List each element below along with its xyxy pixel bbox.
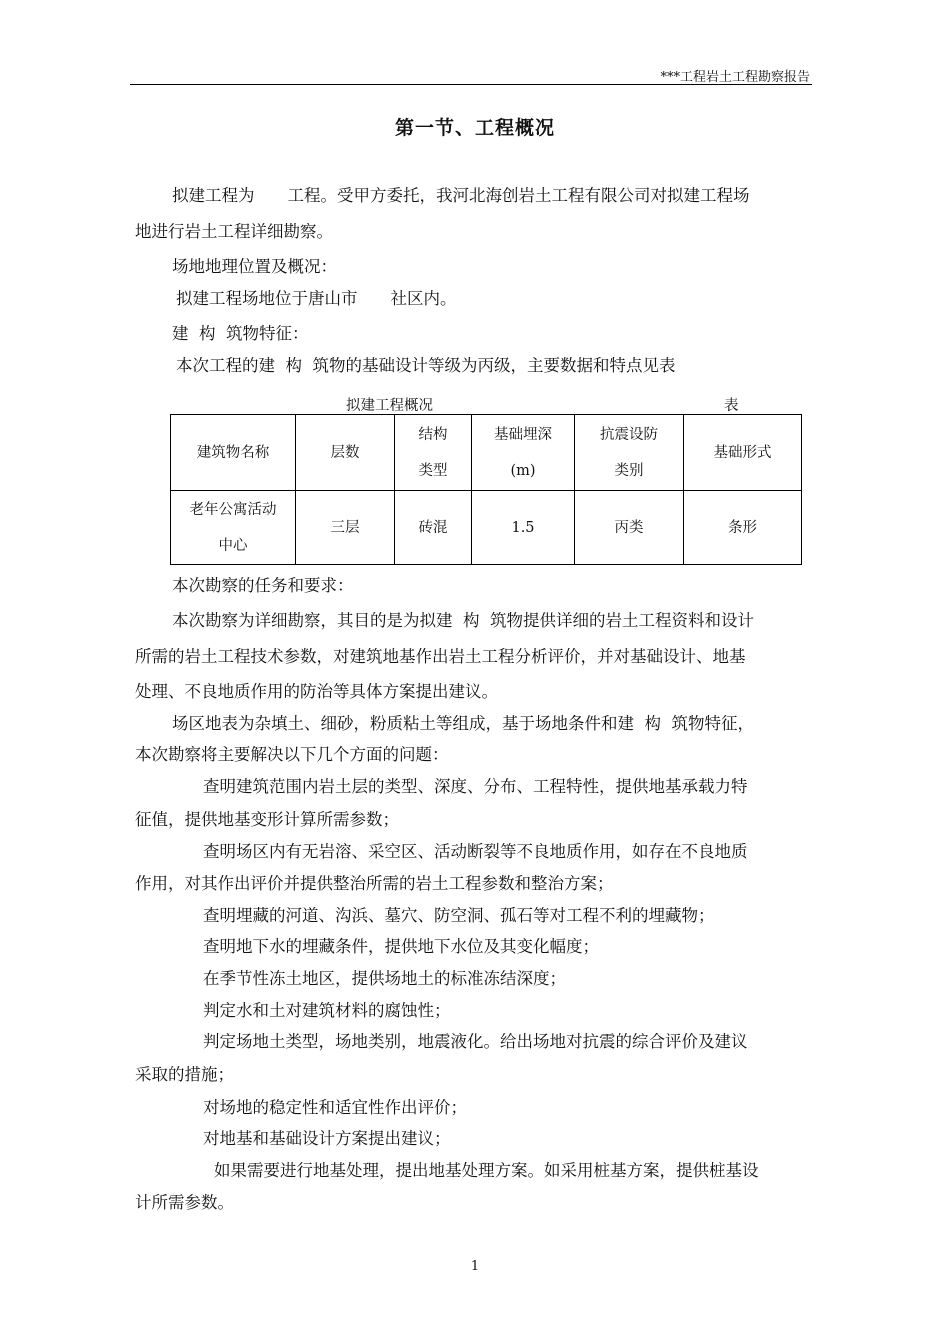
task-item-2-line-2: 作用，对其作出评价并提供整治所需的岩土工程参数和整治方案； <box>135 874 614 893</box>
task-item-6: 判定水和土对建筑材料的腐蚀性； <box>203 1001 451 1020</box>
report-title: ***工程岩土工程勘察报告 <box>660 70 810 85</box>
cell-building-name: 老年公寓活动 中心 <box>171 491 296 565</box>
task-item-8: 对场地的稳定性和适宜性作出评价； <box>203 1098 467 1117</box>
header-foundation-type: 基础形式 <box>684 415 802 491</box>
header-floors: 层数 <box>296 415 395 491</box>
task-item-9: 对地基和基础设计方案提出建议； <box>203 1129 451 1148</box>
section-title: 第一节、工程概况 <box>394 117 555 139</box>
task-item-4: 查明地下水的埋藏条件，提供地下水位及其变化幅度； <box>203 937 599 956</box>
intro-line-2: 地进行岩土工程详细勘察。 <box>135 222 333 241</box>
task-item-10-line-2: 计所需参数。 <box>135 1193 234 1212</box>
cell-foundation-depth: 1.5 <box>472 491 575 565</box>
location-text: 拟建工程场地位于唐山市 社区内。 <box>176 289 457 308</box>
task-item-5: 在季节性冻土地区，提供场地土的标准冻结深度； <box>203 969 566 988</box>
cell-structure-type: 砖混 <box>395 491 472 565</box>
tasks-p1-line-3: 处理、不良地质作用的防治等具体方案提出建议。 <box>135 682 498 701</box>
task-item-3: 查明埋藏的河道、沟浜、墓穴、防空洞、孤石等对工程不利的埋藏物； <box>203 906 715 925</box>
tasks-p1-line-2: 所需的岩土工程技术参数，对建筑地基作出岩土工程分析评价，并对基础设计、地基 <box>135 647 746 666</box>
table-row <box>171 491 802 565</box>
tasks-heading: 本次勘察的任务和要求： <box>172 576 354 595</box>
task-item-10-line-1: 如果需要进行地基处理，提出地基处理方案。如采用桩基方案，提供桩基设 <box>214 1161 759 1180</box>
task-item-1-line-2: 征值，提供地基变形计算所需参数； <box>135 810 399 829</box>
page-number: 1 <box>470 1259 480 1274</box>
cell-floors: 三层 <box>296 491 395 565</box>
table-caption: 拟建工程概况 <box>346 398 433 414</box>
intro-line-1: 拟建工程为 工程。受甲方委托，我河北海创岩土工程有限公司对拟建工程场 <box>172 186 750 205</box>
task-item-1-line-1: 查明建筑范围内岩土层的类型、深度、分布、工程特性，提供地基承载力特 <box>203 777 748 796</box>
header-foundation-depth: 基础埋深 (m) <box>472 415 575 491</box>
tasks-p2-line-2: 本次勘察将主要解决以下几个方面的问题： <box>135 745 449 764</box>
tasks-p1-line-1: 本次勘察为详细勘察，其目的是为拟建 构 筑物提供详细的岩土工程资料和设计 <box>172 611 754 630</box>
task-item-7-line-1: 判定场地土类型，场地类别，地震液化。给出场地对抗震的综合评价及建议 <box>203 1032 748 1051</box>
project-overview-table <box>170 414 802 565</box>
cell-seismic-category: 丙类 <box>575 491 684 565</box>
cell-foundation-type: 条形 <box>684 491 802 565</box>
task-item-7-line-2: 采取的措施； <box>135 1065 234 1084</box>
building-text: 本次工程的建 构 筑物的基础设计等级为丙级，主要数据和特点见表 <box>176 356 676 375</box>
location-heading: 场地地理位置及概况： <box>172 257 337 276</box>
header-structure-type: 结构 类型 <box>395 415 472 491</box>
tasks-p2-line-1: 场区地表为杂填土、细砂，粉质粘土等组成，基于场地条件和建 构 筑物特征， <box>172 714 754 733</box>
building-heading: 建 构 筑物特征： <box>172 324 309 343</box>
table-header-row <box>171 415 802 491</box>
header-seismic-category: 抗震设防 类别 <box>575 415 684 491</box>
table-caption-suffix: 表 <box>724 398 739 414</box>
task-item-2-line-1: 查明场区内有无岩溶、采空区、活动断裂等不良地质作用，如存在不良地质 <box>203 842 748 861</box>
header-building-name: 建筑物名称 <box>171 415 296 491</box>
page-header <box>130 64 812 85</box>
